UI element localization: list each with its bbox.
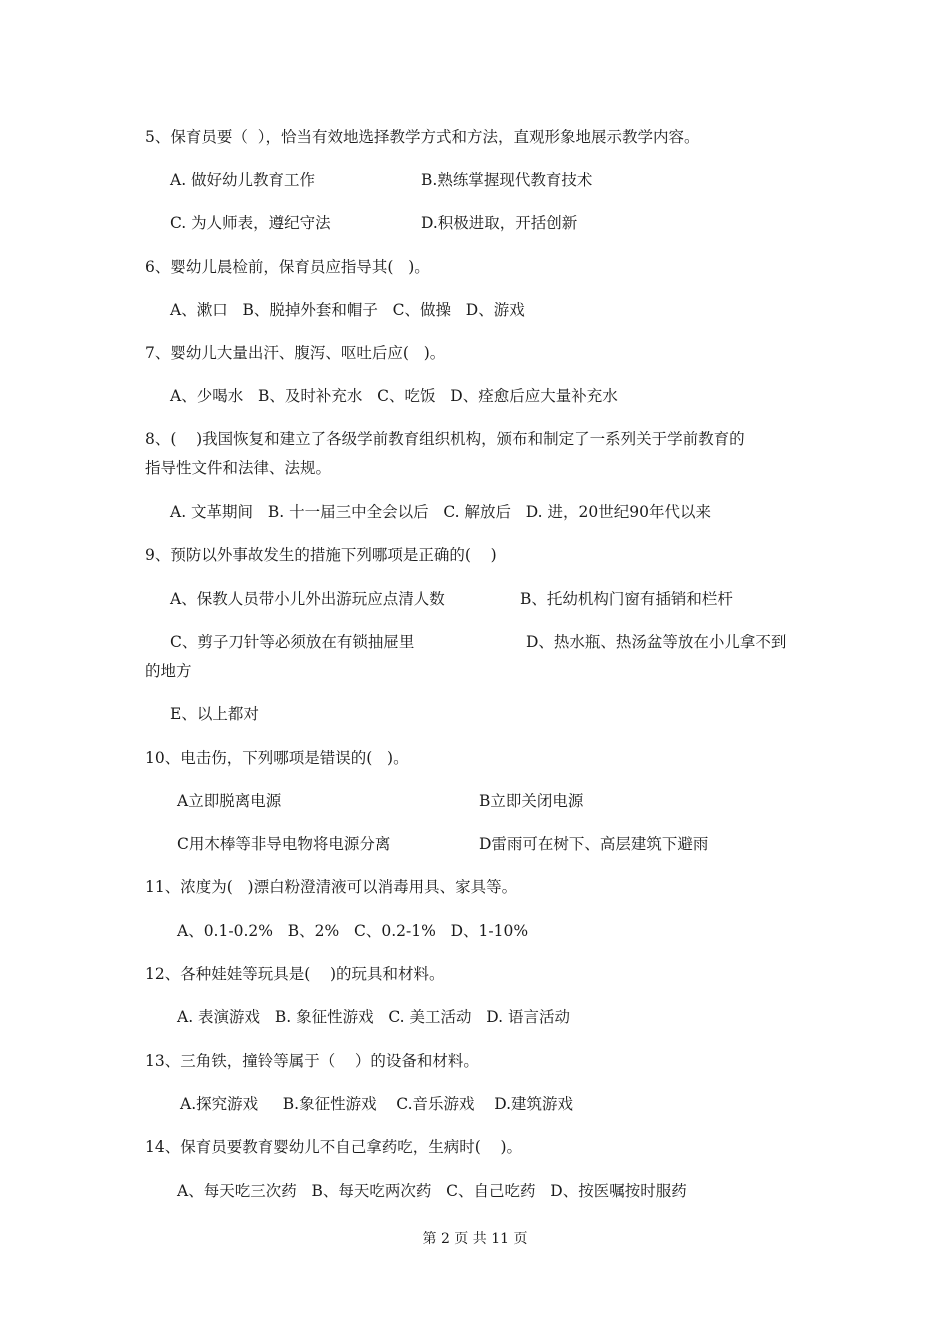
question-13-stem: 13、三角铁，撞铃等属于（ ）的设备和材料。 [145,1052,479,1070]
question-5-option-d: D.积极进取，开括创新 [421,214,578,232]
page-footer: 第 2 页 共 11 页 [422,1231,528,1247]
question-12-options: A. 表演游戏 B. 象征性游戏 C. 美工活动 D. 语言活动 [177,1008,571,1026]
question-8-stem-line2: 指导性文件和法律、法规。 [145,459,332,477]
question-5-option-b: B.熟练掌握现代教育技术 [421,171,593,189]
question-7-stem: 7、婴幼儿大量出汗、腹泻、呕吐后应( )。 [145,344,446,362]
question-5-option-c: C. 为人师表，遵纪守法 [170,214,331,232]
question-7-options: A、少喝水 B、及时补充水 C、吃饭 D、痊愈后应大量补充水 [170,387,618,405]
question-13-options: A.探究游戏 B.象征性游戏 C.音乐游戏 D.建筑游戏 [180,1095,574,1113]
question-9-option-a: A、保教人员带小儿外出游玩应点清人数 [170,590,445,608]
question-8-options: A. 文革期间 B. 十一届三中全会以后 C. 解放后 D. 进，20世纪90年代以来 [170,503,711,521]
question-8-stem-line1: 8、( )我国恢复和建立了各级学前教育组织机构，颁布和制定了一系列关于学前教育的 [145,430,745,448]
question-5-option-a: A. 做好幼儿教育工作 [170,171,316,189]
question-11-options: A、0.1-0.2% B、2% C、0.2-1% D、1-10% [177,922,529,940]
question-10-option-a: A立即脱离电源 [177,792,282,810]
question-9-option-b: B、托幼机构门窗有插销和栏杆 [520,590,733,608]
question-6-stem: 6、婴幼儿晨检前，保育员应指导其( )。 [145,258,430,276]
question-10-stem: 10、电击伤，下列哪项是错误的( )。 [145,749,409,767]
question-14-options: A、每天吃三次药 B、每天吃两次药 C、自己吃药 D、按医嘱按时服药 [177,1182,687,1200]
question-11-stem: 11、浓度为( )漂白粉澄清液可以消毒用具、家具等。 [145,878,518,896]
question-6-options: A、漱口 B、脱掉外套和帽子 C、做操 D、游戏 [170,301,525,319]
question-10-option-c: C用木棒等非导电物将电源分离 [177,835,391,853]
question-12-stem: 12、各种娃娃等玩具是( )的玩具和材料。 [145,965,445,983]
question-9-option-c: C、剪子刀针等必须放在有锁抽屉里 [170,633,415,651]
question-10-option-d: D雷雨可在树下、高层建筑下避雨 [479,835,709,853]
question-9-option-d-wrap: 的地方 [145,662,192,680]
question-10-option-b: B立即关闭电源 [479,792,584,810]
question-5-stem: 5、保育员要（ ），恰当有效地选择教学方式和方法，直观形象地展示教学内容。 [145,128,700,146]
question-9-option-d: D、热水瓶、热汤盆等放在小儿拿不到 [526,633,787,651]
question-9-stem: 9、预防以外事故发生的措施下列哪项是正确的( ) [145,546,497,564]
question-9-option-e: E、以上都对 [170,705,259,723]
question-14-stem: 14、保育员要教育婴幼儿不自己拿药吃，生病时( )。 [145,1138,523,1156]
